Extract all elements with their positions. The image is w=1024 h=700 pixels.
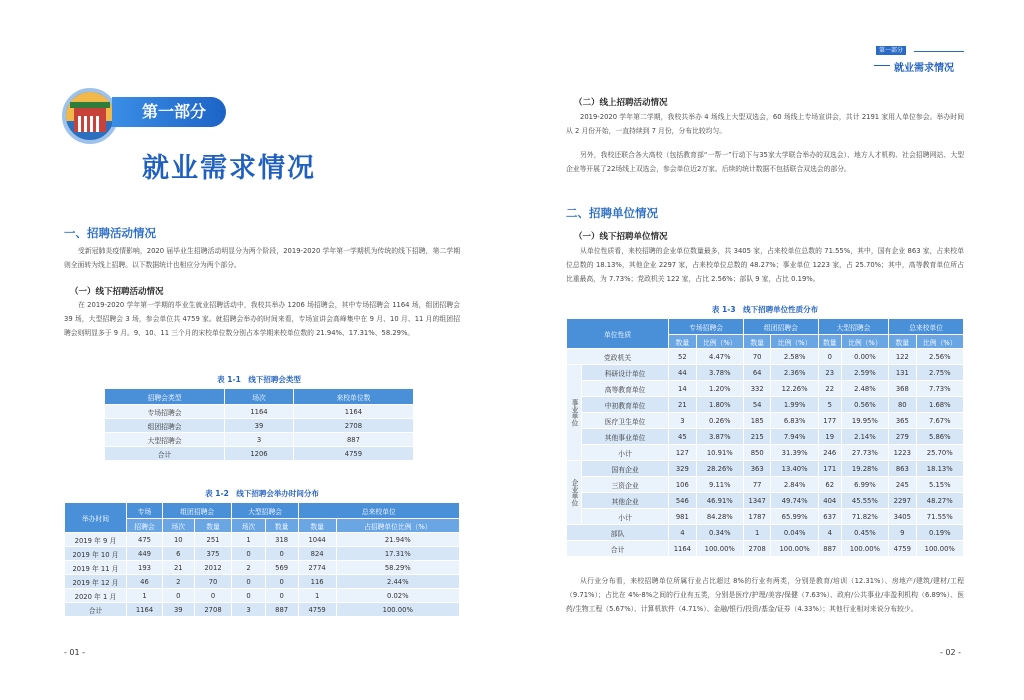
online-paragraph-1: 2019-2020 学年第二学期，我校共举办 4 场线上大型双选会，60 场线上专场宣讲会，共计 2191 家用人单位参会。举办时间从 2 月份开始，一直持续到 7 月份，分布比较均匀。 [566,113,964,135]
table-1-2 [64,502,460,617]
table-cell: 1164 [127,603,163,617]
table-header: 专场 [127,503,163,519]
table-cell: 116 [298,575,336,589]
table-row [567,461,964,477]
table-cell: 1223 [889,445,916,461]
table-cell: 375 [194,547,232,561]
table-cell: 39 [163,603,195,617]
table-cell: 0.04% [771,525,818,541]
part-badge: 第一部分 [112,97,226,127]
table-cell: 4759 [298,603,336,617]
table-cell: 2.14% [841,429,888,445]
table-cell: 7.67% [916,413,964,429]
table-cell: 100.00% [841,541,888,557]
table-cell: 52 [669,349,696,365]
table-cell: 23 [818,365,841,381]
table-cell: 0.19% [916,525,964,541]
table-cell: 事业单位 [567,365,582,461]
table-cell: 合计 [567,541,669,557]
table-cell: 组团招聘会 [105,419,225,433]
table-cell: 100.00% [916,541,964,557]
table-cell: 70 [194,575,232,589]
table-cell: 2708 [194,603,232,617]
table-cell: 6.99% [841,477,888,493]
table-cell: 12.26% [771,381,818,397]
table-cell: 21 [163,561,195,575]
table-cell: 46.91% [696,493,743,509]
table-1-1 [104,388,414,461]
table-cell: 5 [818,397,841,413]
table-row [567,397,964,413]
table-cell: 279 [889,429,916,445]
table-cell: 2 [163,575,195,589]
table-cell: 46 [127,575,163,589]
table-cell: 215 [744,429,771,445]
table-row [567,429,964,445]
table-cell: 3 [669,413,696,429]
table-cell: 7.73% [916,381,964,397]
table-cell: 850 [744,445,771,461]
table-cell: 小计 [582,445,669,461]
table-cell: 177 [818,413,841,429]
table-row [567,413,964,429]
table-cell: 2708 [293,419,413,433]
table-cell: 2019 年 10 月 [65,547,127,561]
table-row [567,525,964,541]
table-cell: 2.56% [916,349,964,365]
table-cell: 171 [818,461,841,477]
section-title-employers: 二、招聘单位情况 [566,206,658,220]
table-cell: 31.39% [771,445,818,461]
table-cell: 569 [265,561,298,575]
table-header: 比例（%） [696,335,743,349]
table-cell: 887 [818,541,841,557]
table-cell: 637 [818,509,841,525]
table-cell: 363 [744,461,771,477]
section-title-recruitment: 一、招聘活动情况 [64,226,156,240]
table-header: 单位性质 [567,319,669,349]
table-cell: 0 [265,589,298,603]
table-cell: 18.13% [916,461,964,477]
table-cell: 国有企业 [582,461,669,477]
table-cell: 企业单位 [567,461,582,525]
table-cell: 185 [744,413,771,429]
online-paragraph-2: 另外，我校还联合各大高校（包括教育部“一帮一”行动下与35家大学联合举办的双选会）、地方人才机构、社会招聘网站、大型企业等开展了22场线上双选会，参会单位近2万家。后续的统计数据不包括联合双选会的部分。 [566,151,964,173]
table-cell: 5.15% [916,477,964,493]
table-cell: 0 [163,589,195,603]
table-cell: 部队 [567,525,669,541]
table-header: 比例（%） [841,335,888,349]
table-row [567,365,964,381]
table-header: 数量 [889,335,916,349]
table-row [65,533,460,547]
table-cell: 0.02% [336,589,459,603]
table-cell: 0.00% [841,349,888,365]
table-header: 数量 [669,335,696,349]
table-cell: 2.36% [771,365,818,381]
table-cell: 1164 [669,541,696,557]
table-cell: 100.00% [696,541,743,557]
table-cell: 27.73% [841,445,888,461]
table-cell: 365 [889,413,916,429]
table-cell: 2.75% [916,365,964,381]
table-cell: 7.94% [771,429,818,445]
table-header: 比例（%） [916,335,964,349]
table-header: 大型招聘会 [232,503,298,519]
table-cell: 1164 [293,405,413,419]
table-cell: 1 [127,589,163,603]
table-cell: 6.83% [771,413,818,429]
table-cell: 1206 [225,447,294,461]
table-row [65,547,460,561]
table-cell: 122 [889,349,916,365]
table-cell: 449 [127,547,163,561]
table-cell: 332 [744,381,771,397]
table-cell: 404 [818,493,841,509]
table-cell: 0 [194,589,232,603]
table-row [567,381,964,397]
table-cell: 0 [265,547,298,561]
table-header: 总来校单位 [298,503,459,519]
table-cell: 19.28% [841,461,888,477]
table-cell: 3 [232,603,265,617]
table-cell: 0 [265,575,298,589]
table-cell: 49.74% [771,493,818,509]
table-cell: 1044 [298,533,336,547]
table-row [567,445,964,461]
table-cell: 84.28% [696,509,743,525]
table-cell: 245 [889,477,916,493]
table-row [567,541,964,557]
table-cell: 1.99% [771,397,818,413]
table-cell: 2708 [744,541,771,557]
table-cell: 2019 年 11 月 [65,561,127,575]
table-cell: 小计 [582,509,669,525]
table-cell: 4 [669,525,696,541]
table-cell: 9.11% [696,477,743,493]
table-cell: 80 [889,397,916,413]
table-row [105,419,414,433]
table-cell: 19.95% [841,413,888,429]
table-row [567,349,964,365]
table-header: 占招聘单位比例（%） [336,519,459,533]
employers-paragraph: 从单位性质看，来校招聘的企业单位数量最多，共 3405 家，占来校单位总数的 71.55%，其中，国有企业 863 家，占来校单位总数的 18.13%，其他企业 2297 家，占来校单位总数的 48.27%；事业单位 1223 家，占 25.70%；其中，高等教育单位所占比重最高，为 7.73%；党政机关 122 家，占比 2.56%；部队 9 家，占比 0.19%。 [566,247,964,283]
table-cell: 39 [225,419,294,433]
table-cell: 2020 年 1 月 [65,589,127,603]
table-cell: 3.87% [696,429,743,445]
running-header-title: 就业需求情况 [894,63,954,74]
table-cell: 2.44% [336,575,459,589]
table-1-2-caption: 表 1-2 线下招聘会举办时间分布 [205,489,319,498]
table-cell: 4759 [889,541,916,557]
table-cell: 193 [127,561,163,575]
table-header: 举办时间 [65,503,127,533]
table-row [567,493,964,509]
page-number: - 01 - [64,648,86,657]
table-cell: 专场招聘会 [105,405,225,419]
table-cell: 3.78% [696,365,743,381]
table-cell: 21 [669,397,696,413]
table-row [65,603,460,617]
table-header: 场次 [232,519,265,533]
table-cell: 党政机关 [567,349,669,365]
table-cell: 13.40% [771,461,818,477]
table-cell: 1164 [225,405,294,419]
table-cell: 887 [265,603,298,617]
table-cell: 368 [889,381,916,397]
table-cell: 0.34% [696,525,743,541]
table-cell: 三资企业 [582,477,669,493]
table-header: 数量 [265,519,298,533]
table-cell: 其他事业单位 [582,429,669,445]
table-cell: 1347 [744,493,771,509]
table-cell: 4 [818,525,841,541]
subsection-title-offline-employers: （一）线下招聘单位情况 [574,232,668,242]
table-cell: 62 [818,477,841,493]
table-cell: 58.29% [336,561,459,575]
subsection-title-offline: （一）线下招聘活动情况 [70,287,164,297]
table-row [65,561,460,575]
table-cell: 2019 年 9 月 [65,533,127,547]
table-cell: 77 [744,477,771,493]
table-cell: 2.84% [771,477,818,493]
table-cell: 2012 [194,561,232,575]
table-cell: 3 [225,433,294,447]
offline-paragraph: 在 2019-2020 学年第一学期的毕业生就业招聘活动中，我校共举办 1206 场招聘会，其中专场招聘会 1164 场，组团招聘会 39 场，大型招聘会 3 场，参会单位共 4759 家。就招聘会举办的时间来看，专场宣讲会高峰集中在 9 月、10 月、11 月的组团招聘会则明显多于 9 月。9、10、11 三个月的宋校单位数分别占本学期来校单位数的 21.94%、17.31%、58.29%。 [64,301,460,337]
table-header: 数量 [194,519,232,533]
table-1-1-caption: 表 1-1 线下招聘会类型 [217,375,301,384]
table-cell: 0.45% [841,525,888,541]
table-cell: 22 [818,381,841,397]
table-cell: 2774 [298,561,336,575]
table-header: 数量 [818,335,841,349]
table-cell: 131 [889,365,916,381]
table-cell: 25.70% [916,445,964,461]
table-row [65,575,460,589]
table-cell: 824 [298,547,336,561]
table-cell: 2 [232,561,265,575]
table-1-3-caption: 表 1-3 线下招聘单位性质分布 [711,305,819,314]
table-header: 数量 [744,335,771,349]
table-cell: 0 [232,575,265,589]
table-cell: 1 [298,589,336,603]
table-cell: 大型招聘会 [105,433,225,447]
table-cell: 2019 年 12 月 [65,575,127,589]
table-row [105,433,414,447]
table-cell: 106 [669,477,696,493]
table-cell: 863 [889,461,916,477]
table-cell: 100.00% [336,603,459,617]
table-cell: 高等教育单位 [582,381,669,397]
table-cell: 5.86% [916,429,964,445]
table-cell: 48.27% [916,493,964,509]
table-cell: 45 [669,429,696,445]
table-cell: 981 [669,509,696,525]
running-header-part: 第一部分 [876,46,906,55]
running-header-dash [874,65,890,66]
table-cell: 4759 [293,447,413,461]
table-cell: 医疗卫生单位 [582,413,669,429]
table-cell: 0 [232,547,265,561]
table-header: 组团招聘会 [744,319,819,335]
running-header-line [914,51,964,52]
table-cell: 14 [669,381,696,397]
table-cell: 6 [163,547,195,561]
table-cell: 合计 [65,603,127,617]
table-cell: 9 [889,525,916,541]
table-cell: 2.58% [771,349,818,365]
table-cell: 2297 [889,493,916,509]
table-cell: 其他企业 [582,493,669,509]
table-header: 大型招聘会 [818,319,888,335]
table-cell: 21.94% [336,533,459,547]
table-cell: 19 [818,429,841,445]
table-row [105,447,414,461]
table-cell: 10.91% [696,445,743,461]
table-cell: 251 [194,533,232,547]
table-cell: 71.55% [916,509,964,525]
table-row [567,477,964,493]
campus-building-emblem-icon [62,88,118,144]
table-cell: 3405 [889,509,916,525]
table-header: 场次 [225,389,294,405]
table-cell: 1.80% [696,397,743,413]
table-cell: 44 [669,365,696,381]
table-cell: 4.47% [696,349,743,365]
table-header: 总来校单位 [889,319,964,335]
table-cell: 0 [818,349,841,365]
table-header: 招聘会类型 [105,389,225,405]
table-cell: 中初教育单位 [582,397,669,413]
table-cell: 1 [744,525,771,541]
table-header: 来校单位数 [293,389,413,405]
table-cell: 科研设计单位 [582,365,669,381]
table-cell: 127 [669,445,696,461]
table-cell: 246 [818,445,841,461]
table-header: 组团招聘会 [163,503,232,519]
subsection-title-online: （二）线上招聘活动情况 [574,98,668,108]
table-header: 比例（%） [771,335,818,349]
table-cell: 71.82% [841,509,888,525]
table-cell: 1.20% [696,381,743,397]
table-cell: 64 [744,365,771,381]
table-cell: 100.00% [771,541,818,557]
page-number: - 02 - [940,648,962,657]
industry-paragraph: 从行业分布看，来校招聘单位所属行业占比超过 8%的行业有两类，分别是教育/培训（12.31%）、房地产/建筑/建材/工程（9.71%）；占比在 4%-8%之间的行业有五类，分别是医疗/护理/美容/保健（7.63%）、政府/公共事业/非盈利机构（6.89%）、医药/生物工程（5.67%）、计算机软件（4.71%）、金融/银行/投资/基金/证券（4.33%）；其他行业相对来说分布较少。 [566,577,964,613]
table-cell: 1 [232,533,265,547]
table-cell: 0.56% [841,397,888,413]
table-cell: 45.55% [841,493,888,509]
table-cell: 10 [163,533,195,547]
table-row [105,405,414,419]
table-cell: 546 [669,493,696,509]
table-cell: 0.26% [696,413,743,429]
table-1-3 [566,318,964,557]
table-header: 招聘会 [127,519,163,533]
table-cell: 329 [669,461,696,477]
table-cell: 2.48% [841,381,888,397]
table-row [65,589,460,603]
table-cell: 28.26% [696,461,743,477]
table-cell: 318 [265,533,298,547]
page-title: 就业需求情况 [142,153,316,184]
table-header: 场次 [163,519,195,533]
intro-paragraph: 受新冠肺炎疫情影响，2020 届毕业生招聘活动明显分为两个阶段，2019-2020 学年第一学期机为传统的线下招聘，第二学期则全面转为线上招聘。以下数据统计也相应分为两个部分。 [64,247,460,269]
table-cell: 0 [232,589,265,603]
table-cell: 1.68% [916,397,964,413]
table-row [567,509,964,525]
table-cell: 合计 [105,447,225,461]
table-cell: 17.31% [336,547,459,561]
table-header: 专场招聘会 [669,319,744,335]
table-header: 数量 [298,519,336,533]
table-cell: 65.99% [771,509,818,525]
table-cell: 70 [744,349,771,365]
table-cell: 2.59% [841,365,888,381]
table-cell: 475 [127,533,163,547]
table-cell: 887 [293,433,413,447]
table-cell: 1787 [744,509,771,525]
table-cell: 54 [744,397,771,413]
